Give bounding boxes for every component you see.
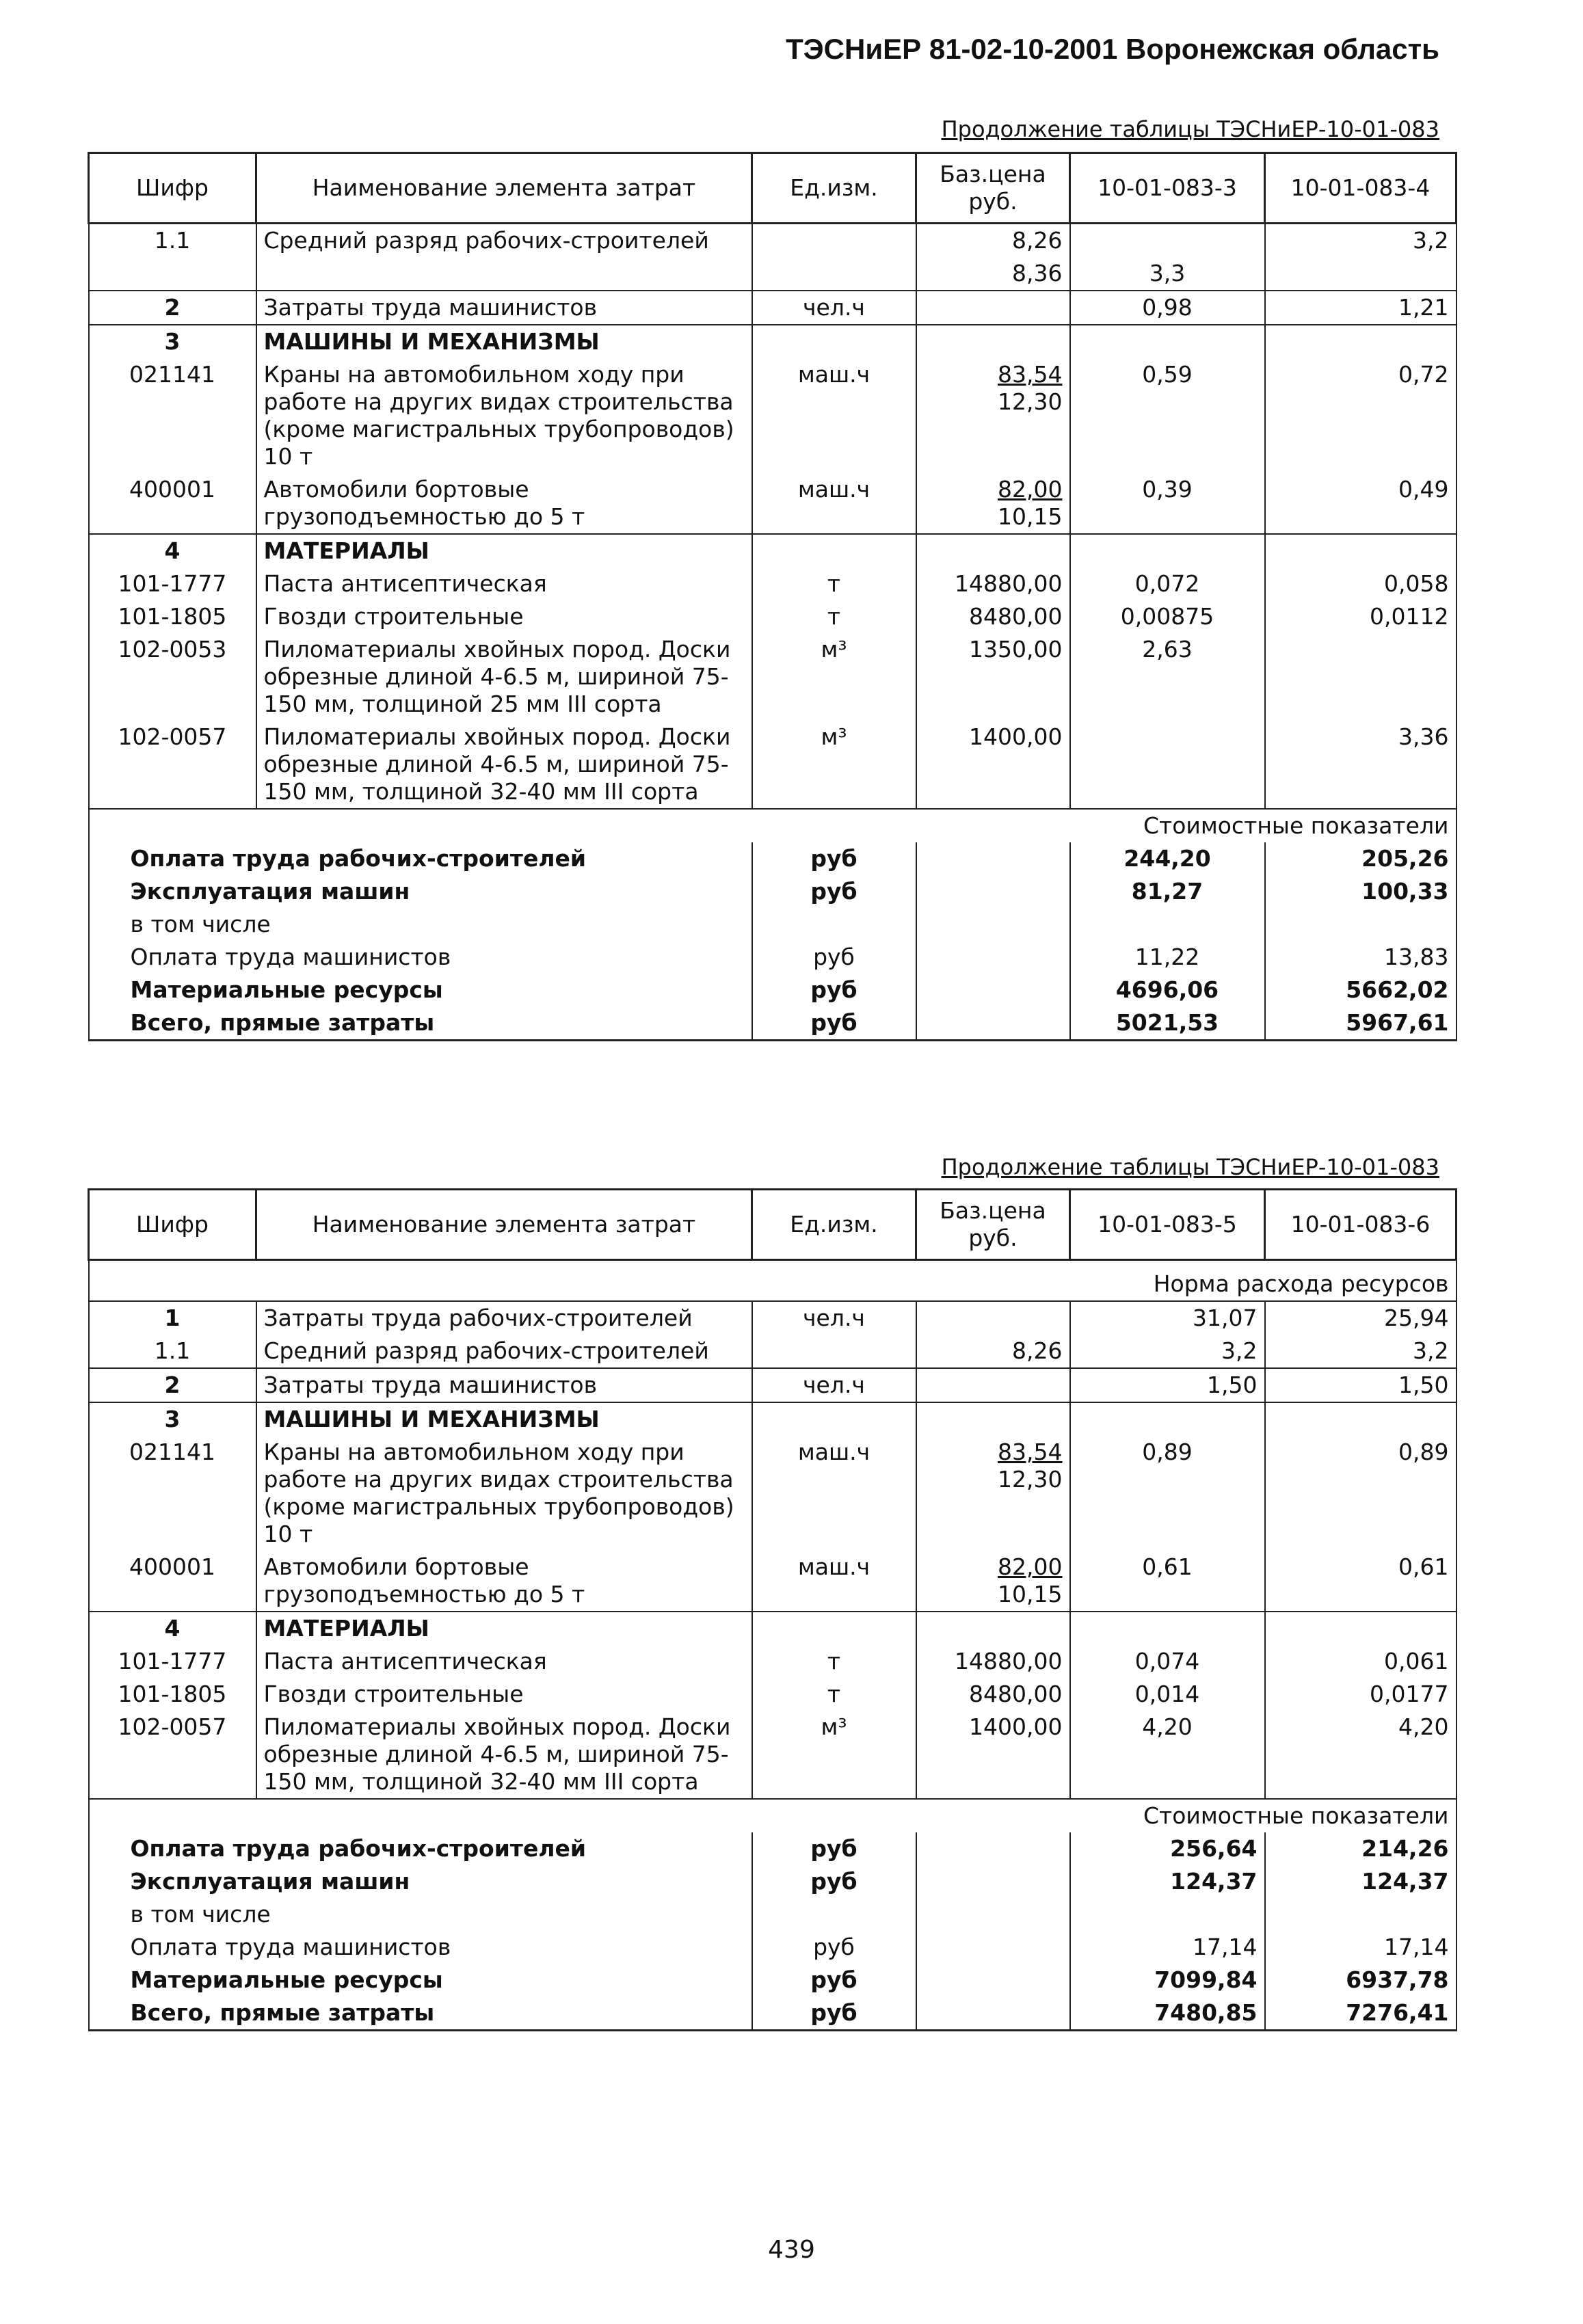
row-code: 101-1777	[89, 1645, 256, 1678]
row-value-2: 3,2	[1265, 224, 1456, 258]
row-price: 1400,00	[916, 721, 1070, 809]
cost-value-1: 4696,06	[1070, 974, 1265, 1006]
row-name: Пиломатериалы хвойных пород. Доски обрезные длиной 4-6.5 м, шириной 75-150 мм, толщиной 32-40 мм III сорта	[256, 721, 752, 809]
row-code: 4	[89, 534, 256, 567]
row-unit: т	[752, 600, 916, 633]
row-price	[916, 358, 1070, 473]
row-code: 021141	[89, 1436, 256, 1551]
row-price	[916, 291, 1070, 325]
row-value-2: 3,36	[1265, 721, 1456, 809]
row-name: Пиломатериалы хвойных пород. Доски обрезные длиной 4-6.5 м, шириной 75-150 мм, толщиной 25 мм III сорта	[256, 633, 752, 721]
table-row	[89, 633, 1456, 721]
cost-label: Всего, прямые затраты	[89, 1996, 752, 2031]
cost-row	[89, 908, 1456, 941]
row-name: Автомобили бортовые грузоподъемностью до 5 т	[256, 473, 752, 534]
cost-label: Оплата труда машинистов	[89, 941, 752, 974]
cost-value-1: 7480,85	[1070, 1996, 1265, 2031]
row-unit	[752, 1335, 916, 1368]
row-price-sub: 12,30	[998, 1466, 1063, 1493]
cost-row	[89, 1006, 1456, 1041]
cost-unit	[752, 908, 916, 941]
cost-unit: руб	[752, 1006, 916, 1041]
cost-value-2: 13,83	[1265, 941, 1456, 974]
row-value-1: 3,2	[1070, 1335, 1265, 1368]
row-code	[89, 257, 256, 291]
table-row	[89, 358, 1456, 473]
row-price-main: 82,00	[998, 476, 1063, 503]
resource-table-1	[88, 152, 1457, 1041]
cost-row	[89, 1996, 1456, 2031]
row-name: Гвозди строительные	[256, 1678, 752, 1711]
row-price: 8,26	[916, 1335, 1070, 1368]
row-code: 2	[89, 291, 256, 325]
cost-value-2: 17,14	[1265, 1931, 1456, 1964]
cost-label: Материальные ресурсы	[89, 974, 752, 1006]
cost-caption-row	[89, 1799, 1456, 1832]
cost-value-1: 81,27	[1070, 875, 1265, 908]
row-code: 3	[89, 1402, 256, 1436]
table-row	[89, 224, 1456, 258]
row-code: 1.1	[89, 224, 256, 258]
cost-label: Эксплуатация машин	[89, 875, 752, 908]
cost-value-1	[1070, 1898, 1265, 1931]
col-header-code: Шифр	[89, 153, 256, 224]
row-price: 8480,00	[916, 600, 1070, 633]
row-price-sub: 12,30	[998, 388, 1063, 415]
row-value-2: 0,0112	[1265, 600, 1456, 633]
col-header-name: Наименование элемента затрат	[256, 1190, 752, 1260]
row-unit: маш.ч	[752, 358, 916, 473]
row-price	[916, 473, 1070, 534]
cost-row	[89, 1832, 1456, 1865]
row-code: 1.1	[89, 1335, 256, 1368]
table-row	[89, 1335, 1456, 1368]
row-code: 102-0057	[89, 1711, 256, 1799]
row-price: 14880,00	[916, 1645, 1070, 1678]
cost-value-2: 6937,78	[1265, 1964, 1456, 1996]
cost-label: Эксплуатация машин	[89, 1865, 752, 1898]
row-value-2: 0,72	[1265, 358, 1456, 473]
row-price: 1350,00	[916, 633, 1070, 721]
row-value-2	[1265, 633, 1456, 721]
row-value-2: 25,94	[1265, 1301, 1456, 1335]
document-header: ТЭСНиЕР 81-02-10-2001 Воронежская область	[786, 33, 1439, 65]
section-row-materials	[89, 1612, 1456, 1645]
row-value-2: 0,89	[1265, 1436, 1456, 1551]
row-value-2: 0,061	[1265, 1645, 1456, 1678]
row-name: МАТЕРИАЛЫ	[256, 1612, 752, 1645]
row-value-2: 3,2	[1265, 1335, 1456, 1368]
row-code: 1	[89, 1301, 256, 1335]
row-unit: м³	[752, 721, 916, 809]
table-row	[89, 1368, 1456, 1402]
row-name: Средний разряд рабочих-строителей	[256, 1335, 752, 1368]
row-unit: маш.ч	[752, 473, 916, 534]
cost-label: Оплата труда рабочих-строителей	[89, 1832, 752, 1865]
row-value-2: 0,058	[1265, 567, 1456, 600]
row-value-1: 0,98	[1070, 291, 1265, 325]
row-value-2	[1265, 257, 1456, 291]
row-name: Краны на автомобильном ходу при работе на других видах строительства (кроме магистральных трубопроводов) 10 т	[256, 358, 752, 473]
resource-table-2	[88, 1188, 1457, 2031]
cost-row	[89, 1898, 1456, 1931]
row-value-1: 31,07	[1070, 1301, 1265, 1335]
row-unit: т	[752, 567, 916, 600]
row-value-2: 0,49	[1265, 473, 1456, 534]
cost-unit: руб	[752, 1996, 916, 2031]
row-name: Затраты труда рабочих-строителей	[256, 1301, 752, 1335]
cost-value-1: 124,37	[1070, 1865, 1265, 1898]
row-name: МАШИНЫ И МЕХАНИЗМЫ	[256, 1402, 752, 1436]
cost-caption: Стоимостные показатели	[89, 809, 1456, 842]
table-row	[89, 257, 1456, 291]
cost-label: Оплата труда рабочих-строителей	[89, 842, 752, 875]
row-unit: чел.ч	[752, 1368, 916, 1402]
row-price	[916, 1368, 1070, 1402]
row-name: Затраты труда машинистов	[256, 291, 752, 325]
cost-value-2	[1265, 908, 1456, 941]
cost-value-1: 244,20	[1070, 842, 1265, 875]
row-price: 8,36	[916, 257, 1070, 291]
row-code: 101-1805	[89, 1678, 256, 1711]
row-value-1: 4,20	[1070, 1711, 1265, 1799]
col-header-norm-2: 10-01-083-6	[1265, 1190, 1456, 1260]
row-code: 2	[89, 1368, 256, 1402]
row-price	[916, 1436, 1070, 1551]
row-name: Автомобили бортовые грузоподъемностью до 5 т	[256, 1551, 752, 1612]
cost-value-2: 124,37	[1265, 1865, 1456, 1898]
cost-label: Материальные ресурсы	[89, 1964, 752, 1996]
table-row	[89, 1645, 1456, 1678]
table-row	[89, 600, 1456, 633]
row-unit: чел.ч	[752, 1301, 916, 1335]
col-header-norm-2: 10-01-083-4	[1265, 153, 1456, 224]
row-value-1: 2,63	[1070, 633, 1265, 721]
row-name: Паста антисептическая	[256, 567, 752, 600]
row-code: 400001	[89, 473, 256, 534]
col-header-norm-1: 10-01-083-3	[1070, 153, 1265, 224]
row-price-main: 83,54	[998, 1439, 1063, 1465]
cost-value-1: 256,64	[1070, 1832, 1265, 1865]
row-unit: т	[752, 1645, 916, 1678]
row-name: Гвозди строительные	[256, 600, 752, 633]
section-row-materials	[89, 534, 1456, 567]
table-row	[89, 291, 1456, 325]
row-name	[256, 257, 752, 291]
section-row-machines	[89, 325, 1456, 358]
row-code: 101-1777	[89, 567, 256, 600]
row-unit: м³	[752, 1711, 916, 1799]
row-name: Затраты труда машинистов	[256, 1368, 752, 1402]
cost-row	[89, 842, 1456, 875]
col-header-norm-1: 10-01-083-5	[1070, 1190, 1265, 1260]
row-name: Средний разряд рабочих-строителей	[256, 224, 752, 258]
table-row	[89, 1551, 1456, 1612]
row-price: 1400,00	[916, 1711, 1070, 1799]
row-value-1: 1,50	[1070, 1368, 1265, 1402]
cost-unit: руб	[752, 941, 916, 974]
col-header-price: Баз.цена руб.	[916, 1190, 1070, 1260]
row-value-1	[1070, 224, 1265, 258]
row-value-2: 1,50	[1265, 1368, 1456, 1402]
row-value-1: 0,89	[1070, 1436, 1265, 1551]
cost-unit: руб	[752, 875, 916, 908]
cost-unit: руб	[752, 1964, 916, 1996]
row-value-2: 0,0177	[1265, 1678, 1456, 1711]
row-value-1: 0,61	[1070, 1551, 1265, 1612]
row-unit: т	[752, 1678, 916, 1711]
cost-row	[89, 875, 1456, 908]
cost-unit: руб	[752, 842, 916, 875]
row-value-1: 0,00875	[1070, 600, 1265, 633]
table-continuation-label: Продолжение таблицы ТЭСНиЕР-10-01-083	[941, 116, 1439, 142]
row-price: 14880,00	[916, 567, 1070, 600]
cost-value-1: 17,14	[1070, 1931, 1265, 1964]
cost-row	[89, 1964, 1456, 1996]
cost-label: Всего, прямые затраты	[89, 1006, 752, 1041]
col-header-price: Баз.цена руб.	[916, 153, 1070, 224]
row-unit: м³	[752, 633, 916, 721]
cost-value-2: 214,26	[1265, 1832, 1456, 1865]
cost-caption-row	[89, 809, 1456, 842]
row-price	[916, 1301, 1070, 1335]
cost-row	[89, 1865, 1456, 1898]
col-header-unit: Ед.изм.	[752, 1190, 916, 1260]
cost-unit	[752, 1898, 916, 1931]
cost-value-2: 7276,41	[1265, 1996, 1456, 2031]
table-row	[89, 1711, 1456, 1799]
norm-caption-row	[89, 1260, 1456, 1302]
row-value-1: 0,59	[1070, 358, 1265, 473]
cost-value-1: 7099,84	[1070, 1964, 1265, 1996]
cost-row	[89, 1931, 1456, 1964]
row-unit: чел.ч	[752, 291, 916, 325]
row-price	[916, 1551, 1070, 1612]
cost-row	[89, 941, 1456, 974]
row-price-main: 83,54	[998, 361, 1063, 388]
row-unit: маш.ч	[752, 1436, 916, 1551]
col-header-name: Наименование элемента затрат	[256, 153, 752, 224]
cost-value-1: 5021,53	[1070, 1006, 1265, 1041]
row-value-1: 0,014	[1070, 1678, 1265, 1711]
row-name: Пиломатериалы хвойных пород. Доски обрезные длиной 4-6.5 м, шириной 75-150 мм, толщиной 32-40 мм III сорта	[256, 1711, 752, 1799]
row-price-sub: 10,15	[998, 503, 1063, 530]
table-header-row	[89, 1190, 1456, 1260]
row-value-1: 0,072	[1070, 567, 1265, 600]
cost-label: в том числе	[89, 908, 752, 941]
row-name: Паста антисептическая	[256, 1645, 752, 1678]
row-name: Краны на автомобильном ходу при работе на других видах строительства (кроме магистральных трубопроводов) 10 т	[256, 1436, 752, 1551]
table-row	[89, 721, 1456, 809]
row-code: 101-1805	[89, 600, 256, 633]
cost-unit: руб	[752, 1931, 916, 1964]
row-code: 3	[89, 325, 256, 358]
row-price: 8480,00	[916, 1678, 1070, 1711]
cost-label: Оплата труда машинистов	[89, 1931, 752, 1964]
cost-unit: руб	[752, 974, 916, 1006]
table-row	[89, 567, 1456, 600]
row-name: МАТЕРИАЛЫ	[256, 534, 752, 567]
row-code: 102-0053	[89, 633, 256, 721]
row-value-1: 0,074	[1070, 1645, 1265, 1678]
cost-value-1: 11,22	[1070, 941, 1265, 974]
row-value-2: 0,61	[1265, 1551, 1456, 1612]
table-row	[89, 473, 1456, 534]
row-value-1	[1070, 721, 1265, 809]
row-unit	[752, 224, 916, 258]
cost-value-2	[1265, 1898, 1456, 1931]
row-value-2: 4,20	[1265, 1711, 1456, 1799]
norm-caption: Норма расхода ресурсов	[89, 1260, 1456, 1302]
row-price-sub: 10,15	[998, 1581, 1063, 1607]
cost-value-2: 205,26	[1265, 842, 1456, 875]
row-code: 102-0057	[89, 721, 256, 809]
cost-unit: руб	[752, 1832, 916, 1865]
table-row	[89, 1436, 1456, 1551]
cost-label: в том числе	[89, 1898, 752, 1931]
row-unit: маш.ч	[752, 1551, 916, 1612]
page-number: 439	[768, 2236, 815, 2264]
cost-value-2: 100,33	[1265, 875, 1456, 908]
row-value-1: 0,39	[1070, 473, 1265, 534]
row-value-1: 3,3	[1070, 257, 1265, 291]
cost-caption: Стоимостные показатели	[89, 1799, 1456, 1832]
row-value-2: 1,21	[1265, 291, 1456, 325]
col-header-code: Шифр	[89, 1190, 256, 1260]
section-row-machines	[89, 1402, 1456, 1436]
table-header-row	[89, 153, 1456, 224]
cost-row	[89, 974, 1456, 1006]
cost-unit: руб	[752, 1865, 916, 1898]
cost-value-2: 5662,02	[1265, 974, 1456, 1006]
table-continuation-label: Продолжение таблицы ТЭСНиЕР-10-01-083	[941, 1154, 1439, 1180]
table-row	[89, 1678, 1456, 1711]
row-code: 400001	[89, 1551, 256, 1612]
cost-value-2: 5967,61	[1265, 1006, 1456, 1041]
row-code: 4	[89, 1612, 256, 1645]
row-unit	[752, 257, 916, 291]
row-price: 8,26	[916, 224, 1070, 258]
row-name: МАШИНЫ И МЕХАНИЗМЫ	[256, 325, 752, 358]
col-header-unit: Ед.изм.	[752, 153, 916, 224]
cost-value-1	[1070, 908, 1265, 941]
row-code: 021141	[89, 358, 256, 473]
table-row	[89, 1301, 1456, 1335]
row-price-main: 82,00	[998, 1553, 1063, 1580]
